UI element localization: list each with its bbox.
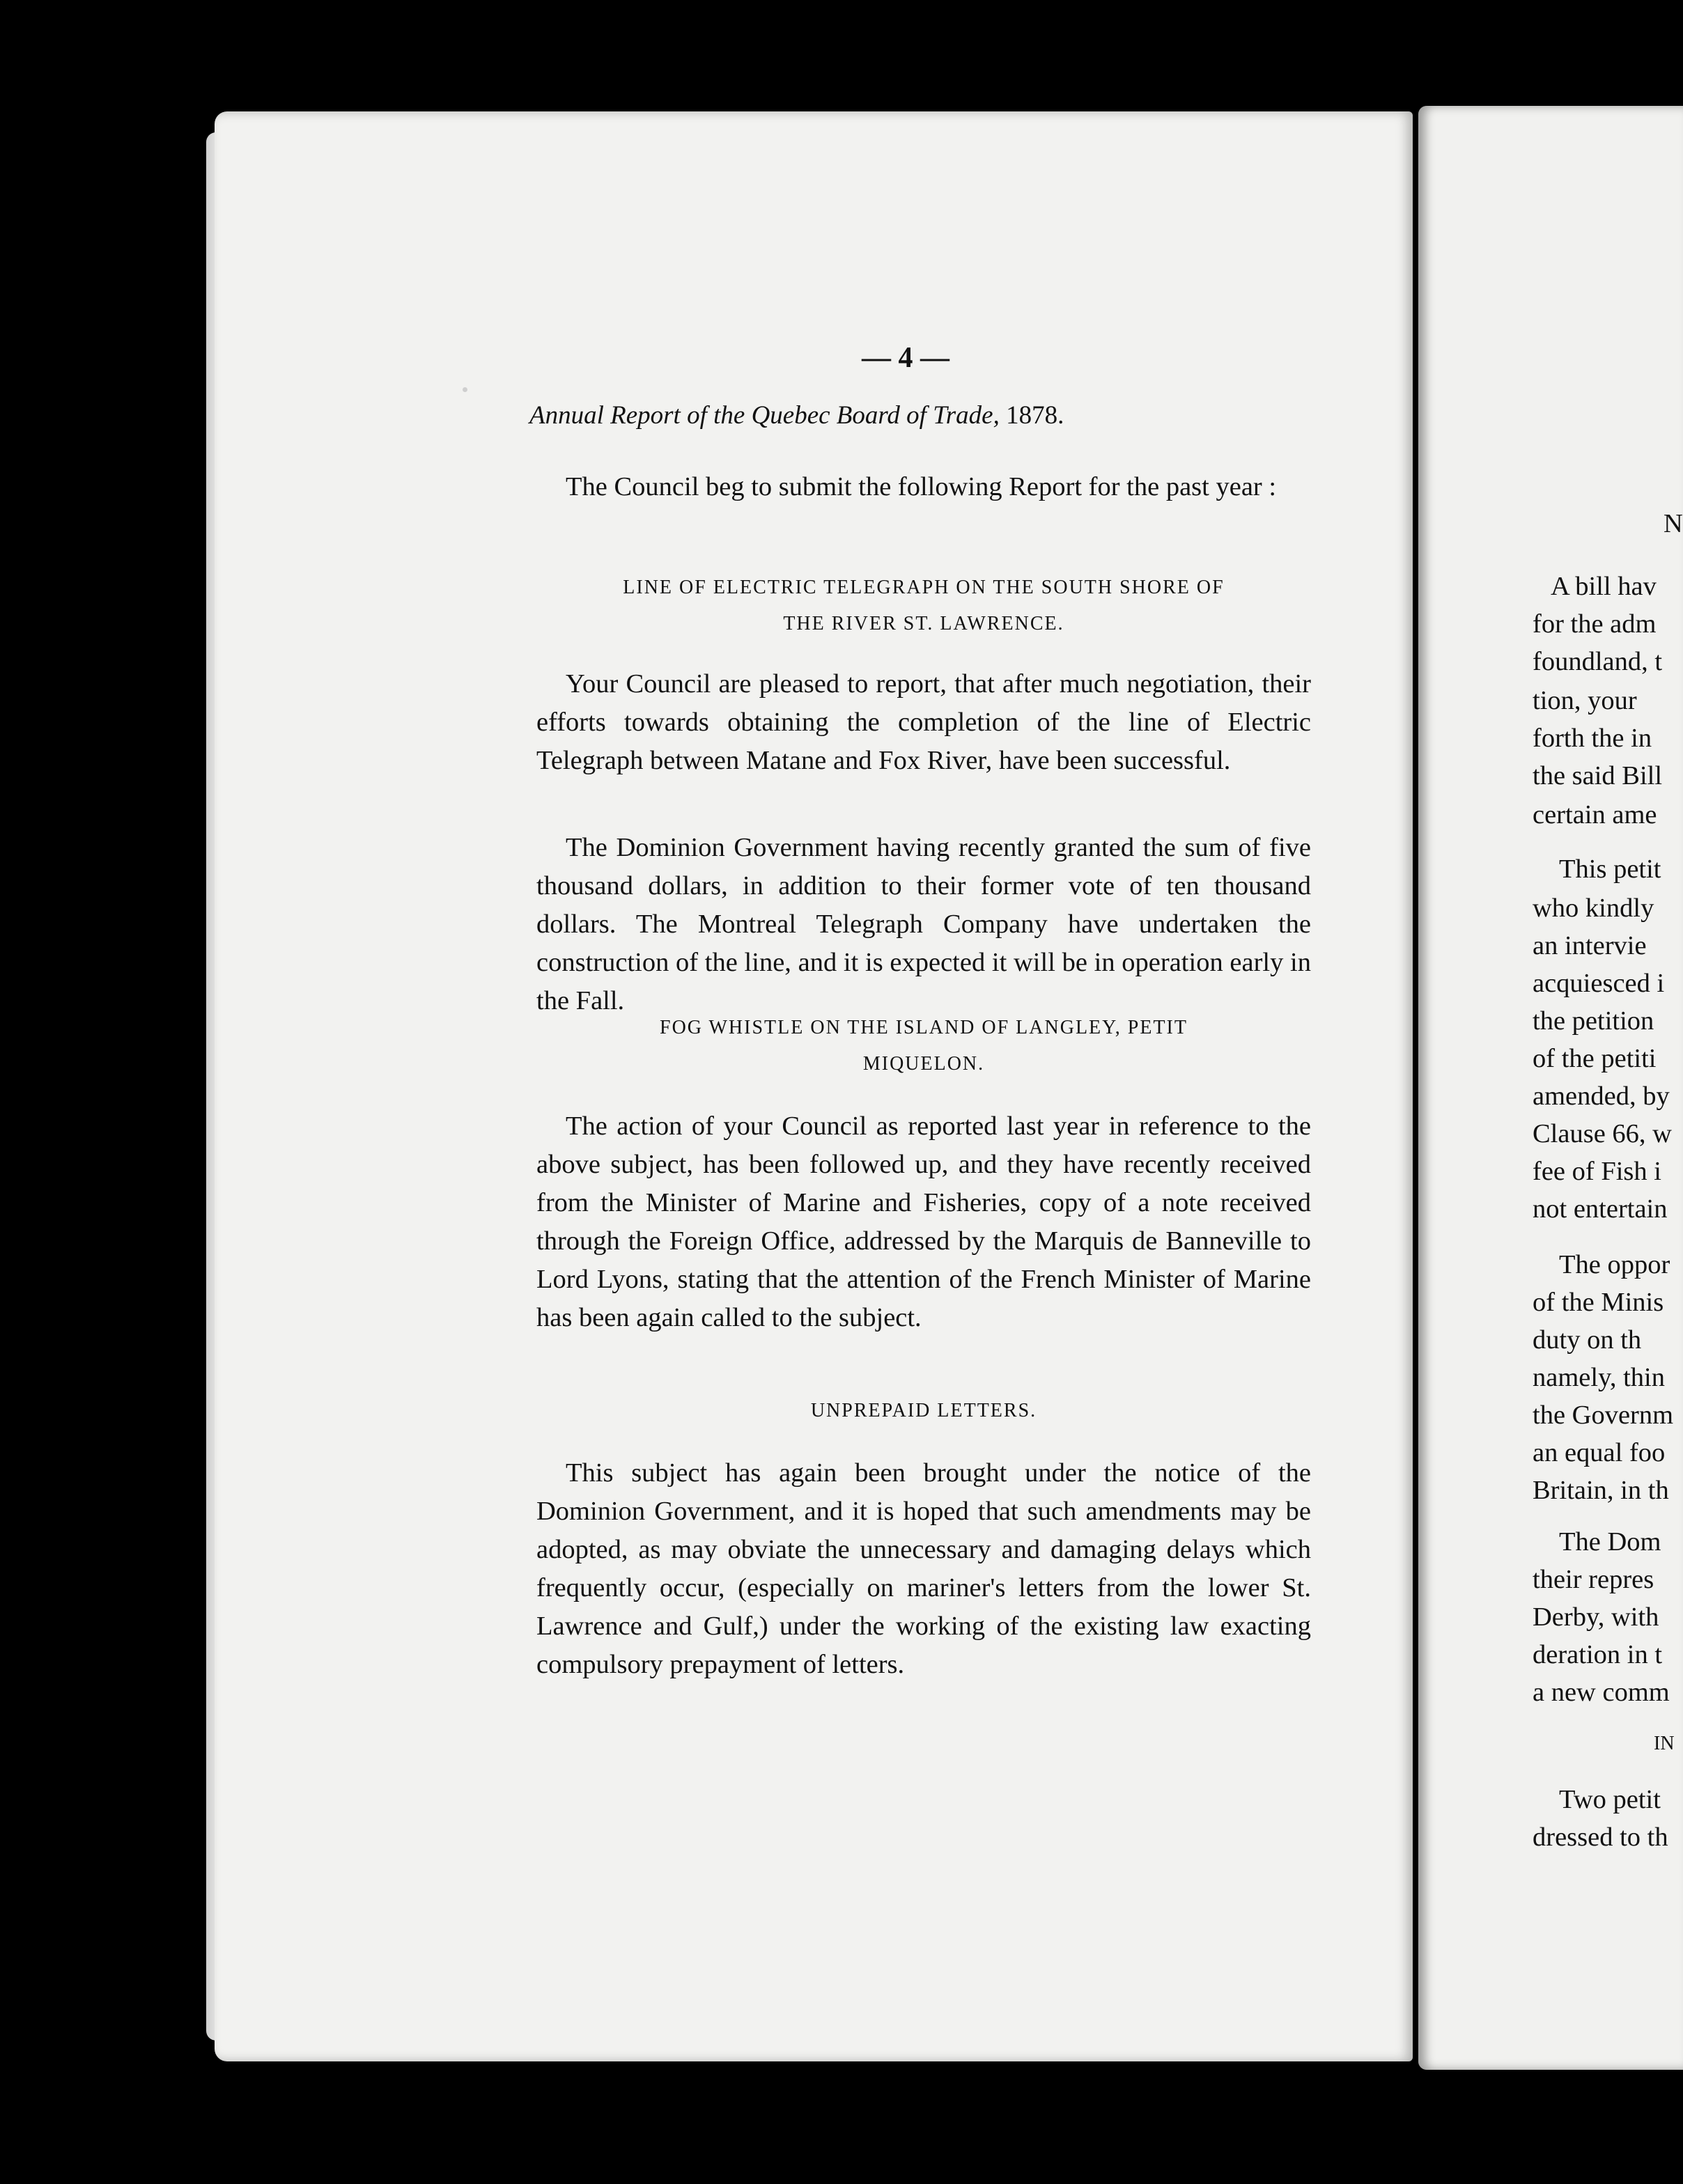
intro-paragraph: The Council beg to submit the following Report for the past year : <box>566 472 1277 501</box>
section-heading-fog-line2: MIQUELON. <box>862 1053 985 1075</box>
right-line: This petit <box>1559 855 1661 884</box>
right-line: The oppor <box>1559 1250 1670 1279</box>
page-number: — 4 — <box>862 342 949 374</box>
paragraph-unprepaid-letters: This subject has again been brought under the notice of the Dominion Government, and it is hoped that such amendments may be adopted, as may obviate the unnecessary and damaging delays which frequently occur, (especially on mariner's letters from the lower St. Lawrence and Gulf,) under the working of the existing law exacting compulsory prepayment of letters. <box>536 1458 1311 1679</box>
paper-speck <box>463 387 467 392</box>
paragraph-telegraph-1: Your Council are pleased to report, that after much negotiation, their efforts towards obtaining the completion of the line of Electric Telegraph between Matane and Fox River, have been successful. <box>536 669 1311 775</box>
section-heading-telegraph-line2: THE RIVER ST. LAWRENCE. <box>783 613 1064 634</box>
right-line: the said Bill <box>1533 761 1663 790</box>
running-head-title: Annual Report of the Quebec Board of Trade, <box>529 401 1000 430</box>
right-line: forth the in <box>1533 724 1652 753</box>
section-heading-fog-line1: FOG WHISTLE ON THE ISLAND OF LANGLEY, PETIT <box>660 1017 1188 1038</box>
right-line: not entertain <box>1533 1194 1668 1224</box>
right-line: A bill hav <box>1551 572 1657 601</box>
paragraph-telegraph-2: The Dominion Government having recently granted the sum of five thousand dollars, in addition to their former vote of ten thousand dollars. The Montreal Telegraph Company have undertaken the construction of the line, and it is expected it will be in operation early in the Fall. <box>536 833 1311 1015</box>
right-line: IN <box>1654 1733 1675 1754</box>
right-line: duty on th <box>1533 1325 1642 1355</box>
right-page <box>1418 106 1683 2070</box>
right-line: their repres <box>1533 1565 1654 1594</box>
right-line: certain ame <box>1533 800 1657 829</box>
right-line: who kindly <box>1533 894 1654 923</box>
right-line: Derby, with <box>1533 1602 1659 1632</box>
right-line: The Dom <box>1559 1527 1661 1557</box>
right-line: N <box>1663 509 1683 538</box>
right-line: amended, by <box>1533 1082 1670 1111</box>
right-line: a new comm <box>1533 1678 1670 1707</box>
right-line: the petition <box>1533 1006 1654 1036</box>
right-line: dressed to th <box>1533 1823 1668 1852</box>
section-heading-unprepaid-letters: UNPREPAID LETTERS. <box>810 1400 1037 1421</box>
right-line: for the adm <box>1533 609 1657 639</box>
right-line: deration in t <box>1533 1640 1663 1669</box>
right-line: Clause 66, w <box>1533 1119 1672 1148</box>
right-line: an equal foo <box>1533 1438 1666 1467</box>
right-line: foundland, t <box>1533 647 1663 676</box>
right-line: of the petiti <box>1533 1044 1657 1073</box>
section-heading-telegraph-line1: LINE OF ELECTRIC TELEGRAPH ON THE SOUTH SHORE OF <box>623 577 1225 598</box>
right-line: acquiesced i <box>1533 969 1665 998</box>
right-line: namely, thin <box>1533 1363 1665 1392</box>
running-head-year: 1878. <box>999 401 1064 430</box>
right-line: Britain, in th <box>1533 1476 1669 1505</box>
right-line: Two petit <box>1559 1785 1661 1814</box>
right-line: the Governm <box>1533 1401 1674 1430</box>
right-line: of the Minis <box>1533 1288 1664 1317</box>
right-line: tion, your <box>1533 686 1637 715</box>
paragraph-fog-whistle: The action of your Council as reported last year in reference to the above subject, has been followed up, and they have recently received from the Minister of Marine and Fisheries, copy of a note received through the Foreign Office, addressed by the Marquis de Banneville to Lord Lyons, stating that the attention of the French Minister of Marine has been again called to the subject. <box>536 1112 1311 1332</box>
right-line: an intervie <box>1533 931 1647 960</box>
running-head <box>529 400 1324 430</box>
right-line: fee of Fish i <box>1533 1157 1661 1186</box>
